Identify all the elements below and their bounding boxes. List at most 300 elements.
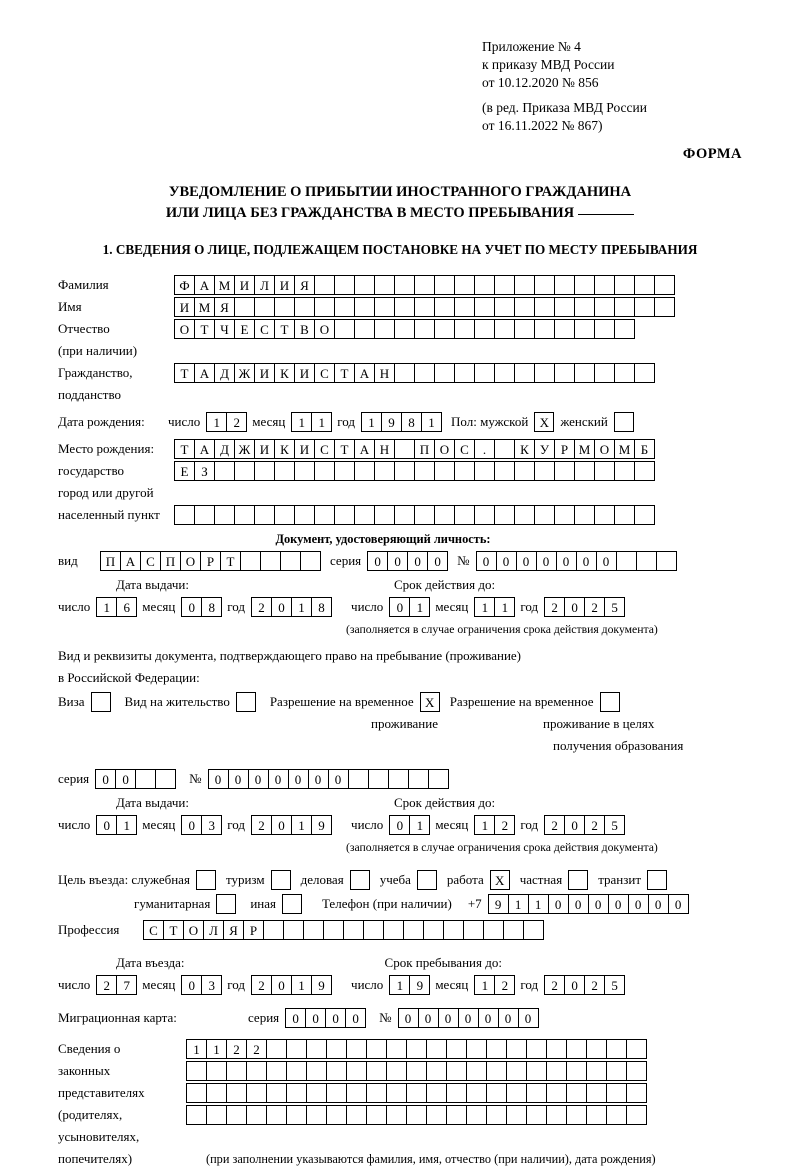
char-cell[interactable]	[348, 769, 369, 789]
doc-series-input[interactable]	[367, 551, 447, 571]
char-cell[interactable]: 2	[226, 1039, 247, 1059]
char-cell[interactable]	[354, 319, 375, 339]
char-cell[interactable]	[394, 461, 415, 481]
char-cell[interactable]	[286, 1083, 307, 1103]
char-cell[interactable]: 0	[564, 975, 585, 995]
entry-year-input[interactable]	[251, 975, 331, 995]
char-cell[interactable]	[616, 551, 637, 571]
char-cell[interactable]: 0	[271, 975, 292, 995]
char-cell[interactable]: Е	[234, 319, 255, 339]
char-cell[interactable]: 0	[328, 769, 349, 789]
char-cell[interactable]: 0	[181, 815, 202, 835]
char-cell[interactable]	[206, 1061, 227, 1081]
char-cell[interactable]: О	[174, 319, 195, 339]
char-cell[interactable]	[534, 363, 555, 383]
char-cell[interactable]: 0	[398, 1008, 419, 1028]
char-cell[interactable]	[454, 319, 475, 339]
char-cell[interactable]	[334, 461, 355, 481]
char-cell[interactable]	[354, 461, 375, 481]
char-cell[interactable]: 1	[474, 597, 495, 617]
char-cell[interactable]: 0	[268, 769, 289, 789]
char-cell[interactable]: 2	[584, 975, 605, 995]
char-cell[interactable]	[434, 363, 455, 383]
entry-month-input[interactable]	[181, 975, 221, 995]
char-cell[interactable]	[414, 319, 435, 339]
char-cell[interactable]	[586, 1083, 607, 1103]
char-cell[interactable]	[306, 1083, 327, 1103]
stay-number-input[interactable]	[208, 769, 448, 789]
char-cell[interactable]: 7	[116, 975, 137, 995]
char-cell[interactable]: 0	[285, 1008, 306, 1028]
char-cell[interactable]	[246, 1105, 267, 1125]
char-cell[interactable]	[280, 551, 301, 571]
char-cell[interactable]	[174, 505, 195, 525]
char-cell[interactable]	[414, 505, 435, 525]
char-cell[interactable]: 0	[556, 551, 577, 571]
char-cell[interactable]	[514, 275, 535, 295]
char-cell[interactable]: А	[120, 551, 141, 571]
char-cell[interactable]: 9	[311, 975, 332, 995]
char-cell[interactable]	[474, 319, 495, 339]
char-cell[interactable]	[574, 363, 595, 383]
char-cell[interactable]: К	[274, 439, 295, 459]
char-cell[interactable]: Л	[203, 920, 224, 940]
char-cell[interactable]: 0	[458, 1008, 479, 1028]
char-cell[interactable]	[566, 1061, 587, 1081]
birthplace-input-row-1[interactable]	[174, 439, 654, 459]
char-cell[interactable]	[574, 319, 595, 339]
legal-rep-input-row-3[interactable]	[186, 1083, 646, 1103]
char-cell[interactable]	[226, 1061, 247, 1081]
stay-until-day-input[interactable]	[389, 975, 429, 995]
char-cell[interactable]	[634, 363, 655, 383]
char-cell[interactable]	[374, 319, 395, 339]
sex-female-checkbox[interactable]	[614, 412, 634, 432]
char-cell[interactable]	[326, 1061, 347, 1081]
char-cell[interactable]: 0	[564, 597, 585, 617]
char-cell[interactable]: 1	[96, 597, 117, 617]
char-cell[interactable]	[594, 275, 615, 295]
char-cell[interactable]	[294, 461, 315, 481]
char-cell[interactable]: 0	[115, 769, 136, 789]
char-cell[interactable]	[234, 297, 255, 317]
char-cell[interactable]: Е	[174, 461, 195, 481]
char-cell[interactable]	[346, 1083, 367, 1103]
char-cell[interactable]	[346, 1061, 367, 1081]
char-cell[interactable]	[494, 363, 515, 383]
char-cell[interactable]: 1	[389, 975, 410, 995]
char-cell[interactable]	[474, 505, 495, 525]
char-cell[interactable]: 0	[271, 815, 292, 835]
purpose-tourism-checkbox[interactable]	[271, 870, 291, 890]
char-cell[interactable]: 1	[291, 412, 312, 432]
char-cell[interactable]	[226, 1083, 247, 1103]
char-cell[interactable]	[454, 461, 475, 481]
sex-male-checkbox[interactable]: X	[534, 412, 554, 432]
firstname-input[interactable]	[174, 297, 674, 317]
char-cell[interactable]: 9	[488, 894, 509, 914]
purpose-humanitarian-checkbox[interactable]	[216, 894, 236, 914]
char-cell[interactable]: 0	[367, 551, 388, 571]
char-cell[interactable]	[155, 769, 176, 789]
char-cell[interactable]	[234, 461, 255, 481]
birthdate-month-input[interactable]	[291, 412, 331, 432]
edu-residence-checkbox[interactable]	[600, 692, 620, 712]
legal-rep-input-row-1[interactable]	[186, 1039, 646, 1059]
char-cell[interactable]: 0	[588, 894, 609, 914]
char-cell[interactable]	[263, 920, 284, 940]
char-cell[interactable]: 0	[608, 894, 629, 914]
char-cell[interactable]	[594, 297, 615, 317]
char-cell[interactable]	[483, 920, 504, 940]
char-cell[interactable]: 9	[381, 412, 402, 432]
char-cell[interactable]: 1	[474, 815, 495, 835]
char-cell[interactable]	[366, 1039, 387, 1059]
char-cell[interactable]: 2	[96, 975, 117, 995]
char-cell[interactable]	[266, 1061, 287, 1081]
char-cell[interactable]: 5	[604, 815, 625, 835]
char-cell[interactable]: И	[254, 439, 275, 459]
char-cell[interactable]	[334, 275, 355, 295]
char-cell[interactable]	[414, 461, 435, 481]
char-cell[interactable]	[314, 275, 335, 295]
char-cell[interactable]: О	[314, 319, 335, 339]
char-cell[interactable]	[426, 1061, 447, 1081]
char-cell[interactable]	[554, 319, 575, 339]
char-cell[interactable]	[626, 1083, 647, 1103]
char-cell[interactable]: 0	[305, 1008, 326, 1028]
char-cell[interactable]	[634, 297, 655, 317]
char-cell[interactable]: 0	[496, 551, 517, 571]
char-cell[interactable]	[386, 1039, 407, 1059]
char-cell[interactable]	[403, 920, 424, 940]
char-cell[interactable]: А	[354, 439, 375, 459]
char-cell[interactable]: 0	[536, 551, 557, 571]
char-cell[interactable]	[486, 1105, 507, 1125]
char-cell[interactable]	[446, 1083, 467, 1103]
char-cell[interactable]: Ж	[234, 363, 255, 383]
char-cell[interactable]: И	[234, 275, 255, 295]
entry-day-input[interactable]	[96, 975, 136, 995]
char-cell[interactable]: 2	[246, 1039, 267, 1059]
char-cell[interactable]	[514, 297, 535, 317]
char-cell[interactable]	[426, 1039, 447, 1059]
char-cell[interactable]	[334, 505, 355, 525]
char-cell[interactable]: 0	[628, 894, 649, 914]
char-cell[interactable]	[334, 297, 355, 317]
citizenship-input[interactable]	[174, 363, 654, 383]
char-cell[interactable]	[443, 920, 464, 940]
char-cell[interactable]	[274, 505, 295, 525]
char-cell[interactable]	[566, 1083, 587, 1103]
char-cell[interactable]: 8	[311, 597, 332, 617]
char-cell[interactable]	[614, 461, 635, 481]
char-cell[interactable]: Л	[254, 275, 275, 295]
char-cell[interactable]	[526, 1039, 547, 1059]
char-cell[interactable]: 0	[548, 894, 569, 914]
birthplace-input-row-3[interactable]	[174, 505, 654, 525]
char-cell[interactable]: 1	[409, 815, 430, 835]
char-cell[interactable]	[314, 505, 335, 525]
char-cell[interactable]	[606, 1039, 627, 1059]
char-cell[interactable]	[394, 319, 415, 339]
char-cell[interactable]	[374, 275, 395, 295]
char-cell[interactable]	[226, 1105, 247, 1125]
char-cell[interactable]: 1	[206, 1039, 227, 1059]
char-cell[interactable]: 2	[494, 975, 515, 995]
char-cell[interactable]	[354, 297, 375, 317]
char-cell[interactable]	[554, 363, 575, 383]
char-cell[interactable]	[394, 505, 415, 525]
char-cell[interactable]	[274, 461, 295, 481]
char-cell[interactable]	[636, 551, 657, 571]
char-cell[interactable]	[514, 505, 535, 525]
char-cell[interactable]: 2	[251, 815, 272, 835]
char-cell[interactable]: С	[454, 439, 475, 459]
char-cell[interactable]: 3	[201, 975, 222, 995]
char-cell[interactable]	[514, 363, 535, 383]
char-cell[interactable]: М	[614, 439, 635, 459]
char-cell[interactable]	[534, 461, 555, 481]
char-cell[interactable]: К	[274, 363, 295, 383]
stay-valid-year-input[interactable]	[544, 815, 624, 835]
char-cell[interactable]	[303, 920, 324, 940]
char-cell[interactable]: И	[274, 275, 295, 295]
char-cell[interactable]: Т	[334, 363, 355, 383]
char-cell[interactable]	[414, 297, 435, 317]
char-cell[interactable]: О	[183, 920, 204, 940]
char-cell[interactable]	[423, 920, 444, 940]
char-cell[interactable]	[614, 505, 635, 525]
char-cell[interactable]: 0	[568, 894, 589, 914]
char-cell[interactable]: 1	[528, 894, 549, 914]
char-cell[interactable]	[366, 1061, 387, 1081]
char-cell[interactable]: 0	[438, 1008, 459, 1028]
char-cell[interactable]: Т	[174, 439, 195, 459]
char-cell[interactable]	[286, 1039, 307, 1059]
char-cell[interactable]	[574, 461, 595, 481]
char-cell[interactable]: 0	[564, 815, 585, 835]
char-cell[interactable]	[454, 363, 475, 383]
char-cell[interactable]	[406, 1039, 427, 1059]
purpose-business-checkbox[interactable]	[350, 870, 370, 890]
char-cell[interactable]	[494, 275, 515, 295]
char-cell[interactable]	[466, 1083, 487, 1103]
char-cell[interactable]: 0	[288, 769, 309, 789]
char-cell[interactable]: 1	[116, 815, 137, 835]
char-cell[interactable]: 9	[311, 815, 332, 835]
char-cell[interactable]	[186, 1105, 207, 1125]
purpose-service-checkbox[interactable]	[196, 870, 216, 890]
char-cell[interactable]	[434, 461, 455, 481]
char-cell[interactable]	[614, 275, 635, 295]
char-cell[interactable]: К	[514, 439, 535, 459]
char-cell[interactable]: 0	[271, 597, 292, 617]
char-cell[interactable]: И	[254, 363, 275, 383]
char-cell[interactable]	[526, 1105, 547, 1125]
char-cell[interactable]	[406, 1105, 427, 1125]
char-cell[interactable]	[428, 769, 449, 789]
char-cell[interactable]	[406, 1061, 427, 1081]
char-cell[interactable]	[506, 1039, 527, 1059]
char-cell[interactable]: В	[294, 319, 315, 339]
char-cell[interactable]: 8	[401, 412, 422, 432]
char-cell[interactable]	[374, 297, 395, 317]
char-cell[interactable]	[486, 1083, 507, 1103]
stay-series-input[interactable]	[95, 769, 175, 789]
birthdate-day-input[interactable]	[206, 412, 246, 432]
char-cell[interactable]: 0	[248, 769, 269, 789]
legal-rep-input-row-4[interactable]	[186, 1105, 646, 1125]
char-cell[interactable]	[286, 1061, 307, 1081]
char-cell[interactable]: П	[100, 551, 121, 571]
char-cell[interactable]	[546, 1083, 567, 1103]
char-cell[interactable]: Т	[163, 920, 184, 940]
valid-year-input[interactable]	[544, 597, 624, 617]
char-cell[interactable]	[574, 275, 595, 295]
stay-valid-day-input[interactable]	[389, 815, 429, 835]
char-cell[interactable]	[526, 1083, 547, 1103]
char-cell[interactable]	[254, 461, 275, 481]
char-cell[interactable]	[306, 1061, 327, 1081]
char-cell[interactable]: 1	[291, 975, 312, 995]
char-cell[interactable]	[614, 363, 635, 383]
char-cell[interactable]: 0	[576, 551, 597, 571]
char-cell[interactable]: 1	[206, 412, 227, 432]
char-cell[interactable]	[366, 1105, 387, 1125]
char-cell[interactable]: 0	[96, 815, 117, 835]
char-cell[interactable]: Р	[243, 920, 264, 940]
char-cell[interactable]	[494, 319, 515, 339]
phone-input[interactable]	[488, 894, 688, 914]
char-cell[interactable]: 0	[387, 551, 408, 571]
char-cell[interactable]	[426, 1105, 447, 1125]
char-cell[interactable]: М	[194, 297, 215, 317]
purpose-transit-checkbox[interactable]	[647, 870, 667, 890]
char-cell[interactable]: А	[194, 363, 215, 383]
purpose-work-checkbox[interactable]: X	[490, 870, 510, 890]
char-cell[interactable]	[466, 1039, 487, 1059]
char-cell[interactable]: .	[474, 439, 495, 459]
char-cell[interactable]	[506, 1083, 527, 1103]
char-cell[interactable]: 2	[544, 597, 565, 617]
char-cell[interactable]	[554, 275, 575, 295]
char-cell[interactable]	[314, 297, 335, 317]
char-cell[interactable]	[408, 769, 429, 789]
char-cell[interactable]	[454, 275, 475, 295]
char-cell[interactable]: О	[180, 551, 201, 571]
char-cell[interactable]: 0	[389, 815, 410, 835]
char-cell[interactable]: Т	[174, 363, 195, 383]
valid-day-input[interactable]	[389, 597, 429, 617]
char-cell[interactable]	[446, 1039, 467, 1059]
char-cell[interactable]	[240, 551, 261, 571]
purpose-other-checkbox[interactable]	[282, 894, 302, 914]
char-cell[interactable]: 5	[604, 597, 625, 617]
legal-rep-input-row-2[interactable]	[186, 1061, 646, 1081]
char-cell[interactable]: 0	[345, 1008, 366, 1028]
char-cell[interactable]	[503, 920, 524, 940]
char-cell[interactable]	[388, 769, 409, 789]
char-cell[interactable]	[494, 461, 515, 481]
char-cell[interactable]: С	[143, 920, 164, 940]
char-cell[interactable]: 0	[308, 769, 329, 789]
char-cell[interactable]	[626, 1039, 647, 1059]
char-cell[interactable]	[414, 363, 435, 383]
char-cell[interactable]	[626, 1061, 647, 1081]
char-cell[interactable]	[654, 297, 675, 317]
char-cell[interactable]	[368, 769, 389, 789]
char-cell[interactable]: Т	[274, 319, 295, 339]
char-cell[interactable]: 2	[251, 975, 272, 995]
char-cell[interactable]	[186, 1061, 207, 1081]
char-cell[interactable]: Ж	[234, 439, 255, 459]
purpose-private-checkbox[interactable]	[568, 870, 588, 890]
char-cell[interactable]	[394, 297, 415, 317]
char-cell[interactable]: 2	[584, 815, 605, 835]
char-cell[interactable]	[434, 505, 455, 525]
char-cell[interactable]	[634, 505, 655, 525]
char-cell[interactable]	[206, 1083, 227, 1103]
char-cell[interactable]	[656, 551, 677, 571]
char-cell[interactable]	[306, 1105, 327, 1125]
char-cell[interactable]: И	[294, 439, 315, 459]
char-cell[interactable]: Я	[214, 297, 235, 317]
char-cell[interactable]	[274, 297, 295, 317]
char-cell[interactable]: Ч	[214, 319, 235, 339]
char-cell[interactable]	[374, 505, 395, 525]
char-cell[interactable]	[554, 461, 575, 481]
birthplace-input-row-2[interactable]	[174, 461, 654, 481]
surname-input[interactable]	[174, 275, 674, 295]
char-cell[interactable]	[574, 297, 595, 317]
char-cell[interactable]	[246, 1083, 267, 1103]
stay-until-year-input[interactable]	[544, 975, 624, 995]
char-cell[interactable]	[463, 920, 484, 940]
char-cell[interactable]: 0	[208, 769, 229, 789]
char-cell[interactable]	[566, 1105, 587, 1125]
char-cell[interactable]	[346, 1105, 367, 1125]
char-cell[interactable]	[206, 1105, 227, 1125]
char-cell[interactable]	[546, 1061, 567, 1081]
char-cell[interactable]	[534, 275, 555, 295]
char-cell[interactable]	[343, 920, 364, 940]
char-cell[interactable]: 1	[291, 815, 312, 835]
char-cell[interactable]: 2	[584, 597, 605, 617]
char-cell[interactable]: 1	[186, 1039, 207, 1059]
char-cell[interactable]	[546, 1105, 567, 1125]
char-cell[interactable]: 0	[478, 1008, 499, 1028]
char-cell[interactable]	[363, 920, 384, 940]
char-cell[interactable]	[260, 551, 281, 571]
char-cell[interactable]: С	[314, 439, 335, 459]
char-cell[interactable]: О	[594, 439, 615, 459]
char-cell[interactable]: С	[314, 363, 335, 383]
char-cell[interactable]: 0	[181, 597, 202, 617]
char-cell[interactable]	[135, 769, 156, 789]
profession-input[interactable]	[143, 920, 543, 940]
char-cell[interactable]: Я	[223, 920, 244, 940]
char-cell[interactable]: П	[414, 439, 435, 459]
char-cell[interactable]	[594, 363, 615, 383]
char-cell[interactable]: 1	[291, 597, 312, 617]
char-cell[interactable]	[586, 1061, 607, 1081]
char-cell[interactable]	[486, 1039, 507, 1059]
char-cell[interactable]	[386, 1061, 407, 1081]
char-cell[interactable]	[606, 1061, 627, 1081]
char-cell[interactable]	[523, 920, 544, 940]
char-cell[interactable]	[534, 297, 555, 317]
